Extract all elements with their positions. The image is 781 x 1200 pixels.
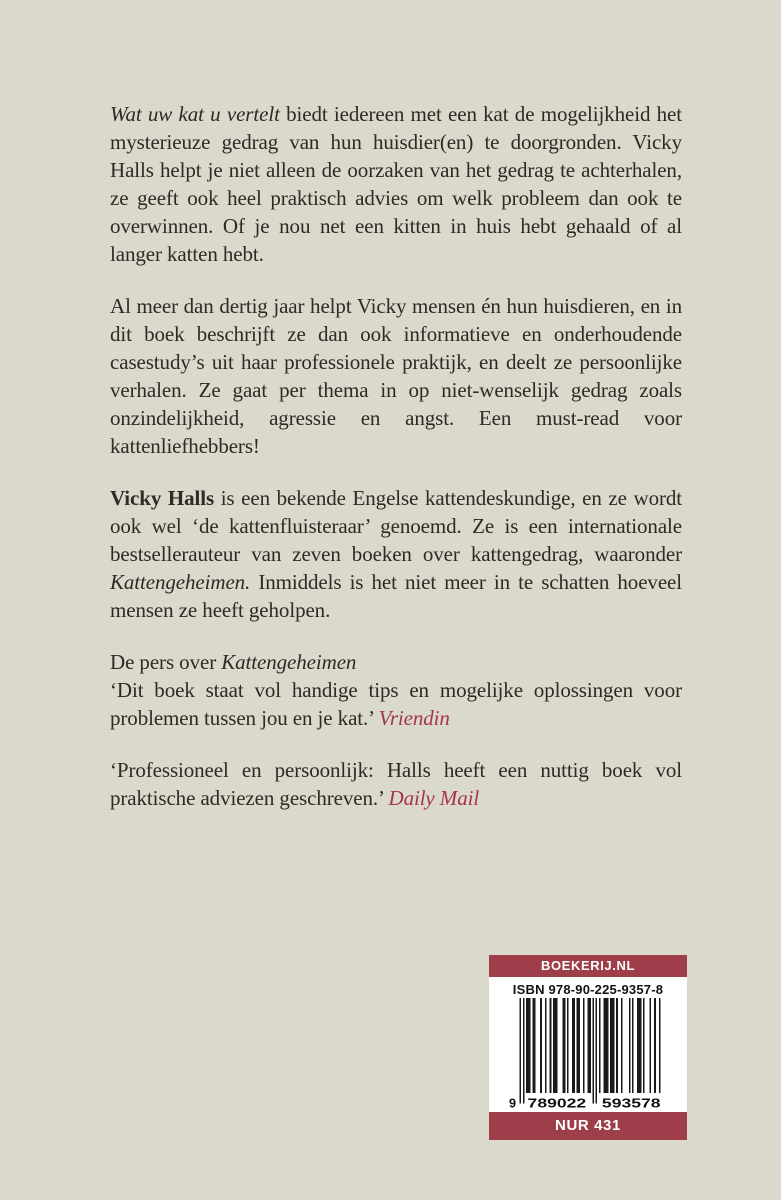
text-segment: Kattengeheimen [221, 650, 357, 674]
isbn-label: ISBN 978-90-225-9357-8 [512, 982, 664, 997]
text-segment: Al meer dan dertig jaar helpt Vicky mensen én hun huisdieren, en in dit boek beschrijft ze dan ook informatieve en onderhoudende casestudy’s uit haar professionele praktijk, en deelt ze persoonlijke verhalen. Ze gaat per thema in op niet-wenselijk gedrag zoals onzindelijkheid, agressie en angst. Een must-read voor kattenliefhebbers! [110, 294, 682, 458]
text-segment: is een bekende Engelse kattendeskundige, en ze wordt ook wel ‘de kattenfluisteraar’ genoemd. Ze is een internationale bestsellerauteur van zeven boeken over kattengedrag, waaronder [110, 486, 682, 566]
text-segment: De pers over [110, 650, 222, 674]
text-segment: Wat uw kat u vertelt [110, 102, 280, 126]
nur-banner: NUR 431 [489, 1112, 687, 1140]
svg-text:593578: 593578 [601, 1096, 661, 1109]
ean-barcode [507, 998, 670, 1109]
barcode-panel [489, 977, 687, 1112]
text-segment: ‘Dit boek staat vol handige tips en mogelijke oplossingen voor problemen tussen jou en je kat.’ [110, 678, 682, 730]
barcode-block [489, 955, 687, 1140]
text-segment: Vriendin [378, 706, 450, 730]
text-segment: ‘Professioneel en persoonlijk: Halls heeft een nuttig boek vol praktische adviezen geschreven.’ [110, 758, 682, 810]
text-segment: Daily Mail [388, 786, 480, 810]
press-quote [110, 676, 682, 732]
back-cover-blurb [110, 100, 682, 812]
press-header [110, 648, 682, 676]
svg-text:9: 9 [508, 1096, 516, 1109]
text-segment: biedt iedereen met een kat de mogelijkheid het mysterieuze gedrag van hun huisdier(en) te doorgronden. Vicky Halls helpt je niet alleen de oorzaken van het gedrag te achterhalen, ze geeft ook heel praktisch advies om welk probleem dan ook te overwinnen. Of je nou net een kitten in huis hebt gehaald of al langer katten hebt. [110, 102, 682, 266]
text-segment: Inmiddels is het niet meer in te schatten hoeveel mensen ze heeft geholpen. [110, 570, 682, 622]
intro-paragraph [110, 100, 682, 268]
press-quote [110, 756, 682, 812]
text-segment: Kattengeheimen. [110, 570, 251, 594]
about-book-paragraph [110, 292, 682, 460]
publisher-banner: BOEKERIJ.NL [489, 955, 687, 977]
svg-text:789022: 789022 [527, 1096, 586, 1109]
author-bio-paragraph [110, 484, 682, 624]
text-segment: Vicky Halls [110, 486, 215, 510]
